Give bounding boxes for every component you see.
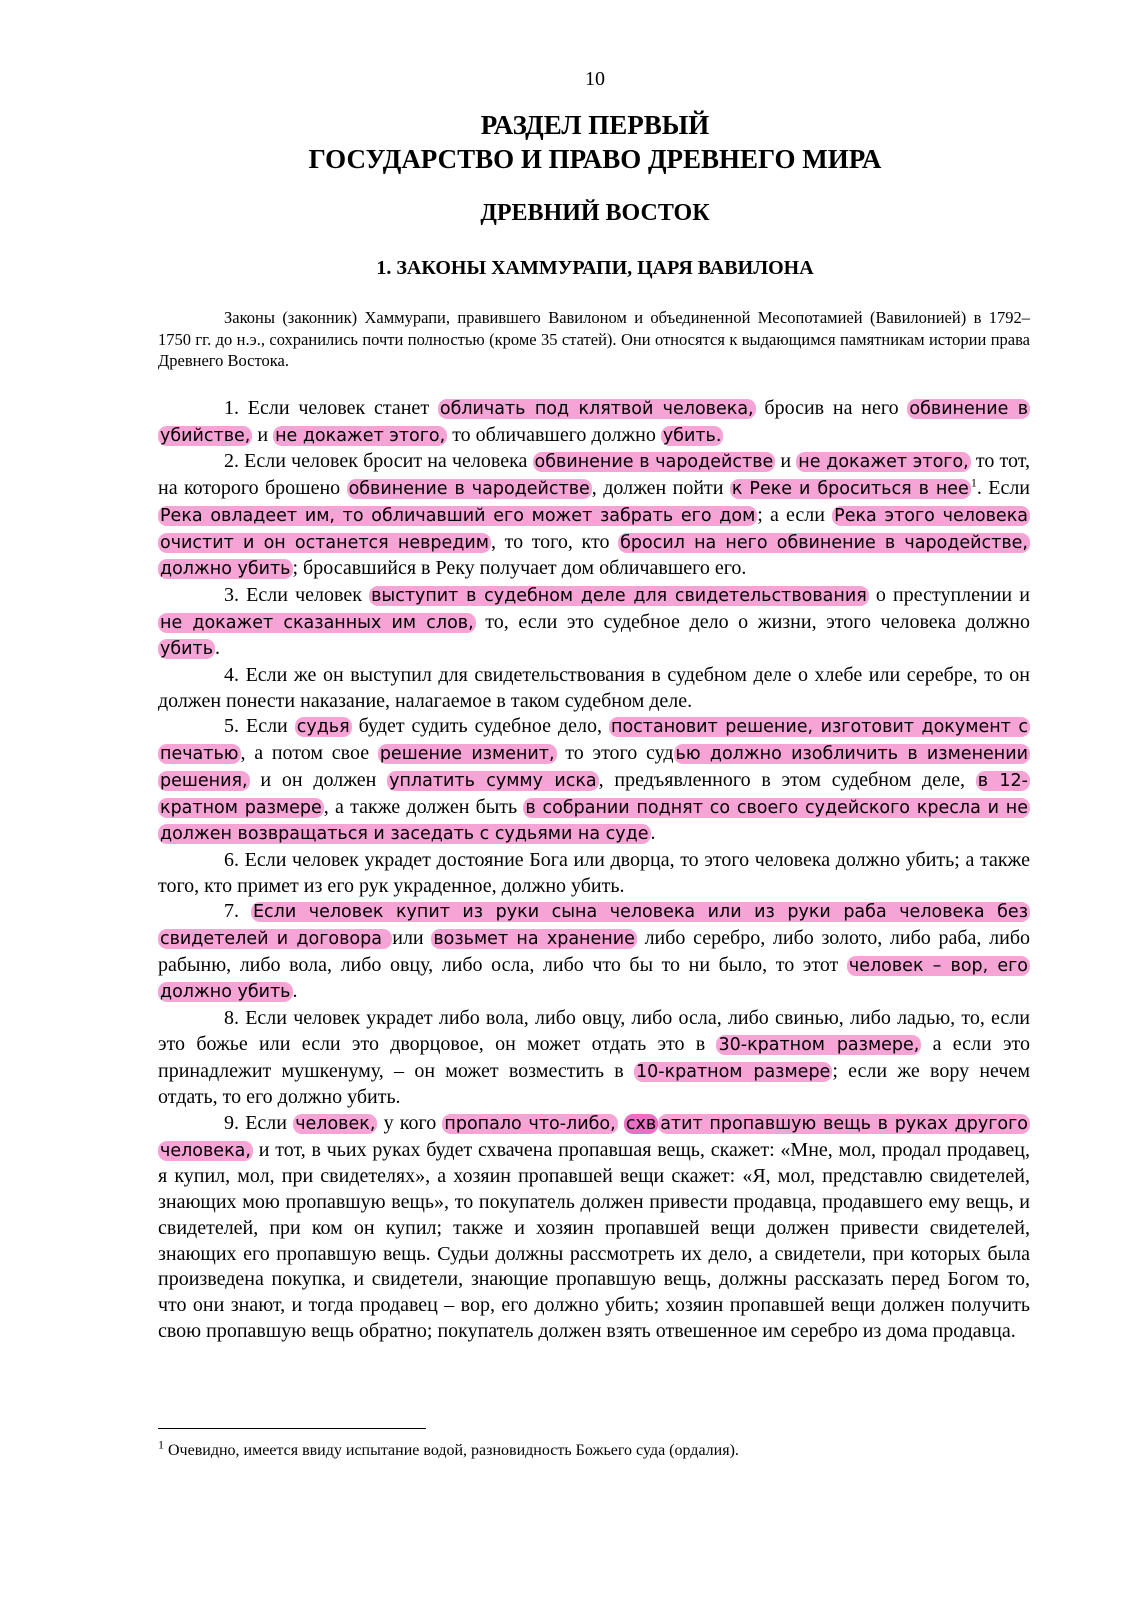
highlighted-text: 10-кратном размере (635, 1061, 831, 1082)
article-text: 4. Если же он выступил для свидетельствования в судебном деле о хлебе или серебре, то он должен понести наказание, налагаемое в таком судебном деле. (158, 664, 1030, 712)
highlighted-text: схв (625, 1113, 657, 1134)
article-text: и тот, в чьих руках будет схвачена пропавшая вещь, скажет: «Мне, мол, продал продавец, я купил, мол, при свидетелях», а хозяин пропавшей вещи скажет: «Я, мол, представлю свидетелей, знающих мою пропавшую вещь», то покупатель должен привести продавца, продавшего ему вещь, и свидетелей, при ком он купил; также и хозяин пропавшей вещи должен привести свидетелей, знающих его пропавшую вещь. Судьи должны рассмотреть их дело, а свидетели, при которых была произведена покупка, и свидетели, знающие пропавшую вещь, должны рассказать перед Богом то, что они знают, и тогда продавец – вор, его должно убить; хозяин пропавшей вещи должен получить свою пропавшую вещь обратно; покупатель должен взять отвешенное им серебро из дома продавца. (158, 1138, 1030, 1342)
footnote-ref: 1 (970, 475, 977, 490)
highlighted-text: уплатить сумму иска (389, 770, 597, 791)
article-4 (158, 663, 1030, 714)
highlighted-text: судья (296, 717, 350, 738)
article-text: 8. Если человек украдет либо вола, либо овцу, либо осла, либо свинью, либо ладью, то, если это божье или если это дворцовое, он может отдать это в (158, 1007, 1030, 1055)
article-text: 1. Если человек станет (224, 397, 438, 419)
highlighted-text: возьмет на хранение (433, 929, 635, 950)
article-text: будет судить судебное дело, (351, 715, 610, 738)
article-text: . (215, 637, 221, 660)
article-text: и (775, 450, 797, 473)
articles-body (158, 396, 1030, 1344)
article-text: , а потом свое (240, 742, 378, 765)
article-2 (158, 449, 1030, 583)
article-text: либо серебро, либо золото, либо раба, либо рабыню, либо вола, либо овцу, либо осла, либо что бы то ни было, то этот (158, 927, 1030, 976)
footnote-mark: 1 (158, 1437, 164, 1452)
highlighted-text: ью должно изобличить в изменении решения, (160, 744, 1028, 791)
highlighted-text: бросил на него обвинение в чародействе, должно убить (160, 532, 1028, 580)
article-text: 5. Если (224, 715, 295, 738)
article-text: а если это принадлежит мушкенуму, – он может возместить в (158, 1032, 1031, 1082)
article-1 (158, 396, 1030, 449)
highlighted-text: не докажет сказанных им слов, (160, 612, 474, 633)
highlighted-text: не докажет этого, (275, 425, 446, 446)
highlighted-text: к Реке и броситься в нее (731, 479, 969, 500)
highlighted-text: обвинение в чародействе (348, 479, 590, 500)
article-text: 6. Если человек украдет достояние Бога или дворца, то этого человека должно убить; а также того, кто примет из его рук украденное, должно убить. (158, 848, 1030, 897)
highlighted-text: в 12-кратном размере (160, 770, 1028, 818)
article-text: то обличавшего должно (447, 423, 661, 446)
article-text: то тот, на которого брошено (158, 450, 1030, 500)
highlighted-text: постановит решение, изготовит документ с печатью (160, 717, 1029, 765)
article-5 (158, 714, 1030, 848)
article-text: о преступлении и (868, 583, 1030, 606)
highlighted-text: Если человек купит из руки сына человека или из руки раба человека без свидетелей и договора (160, 902, 1028, 950)
article-text: или (392, 927, 432, 950)
article-text (618, 1112, 624, 1134)
highlighted-text: Река овладеет им, то обличавший его может забрать его дом (160, 505, 756, 526)
highlighted-text: обвинение в убийстве, (160, 399, 1029, 446)
page-number: 10 (585, 68, 605, 90)
article-8 (158, 1006, 1030, 1111)
highlighted-text: убить. (662, 425, 722, 446)
highlighted-text: человек, (295, 1113, 376, 1134)
footnote (158, 1437, 1030, 1461)
article-text: . (650, 822, 656, 845)
highlighted-text: обличать под клятвой человека, (439, 399, 754, 419)
highlighted-text: решение изменит, (379, 744, 555, 765)
article-text: ; а если (757, 503, 833, 526)
highlighted-text: обвинение в чародействе (534, 452, 774, 473)
article-text: и он должен (249, 768, 388, 791)
article-text: , а также должен быть (323, 795, 524, 818)
intro-paragraph (158, 307, 1030, 372)
article-text: ; бросавшийся в Реку получает дом обличавшего его. (292, 557, 747, 580)
part-title-line-1: РАЗДЕЛ ПЕРВЫЙ (480, 110, 710, 140)
article-text: , то того, кто (490, 530, 619, 553)
highlighted-text: человек – вор, его должно убить (160, 955, 1028, 1003)
article-text: , должен пойти (591, 477, 730, 500)
highlighted-text: атит пропавшую вещь в руках другого человека, (160, 1113, 1029, 1161)
article-3 (158, 583, 1030, 663)
article-text: ; если же вору нечем отдать, то его должно убить. (158, 1059, 1031, 1109)
article-6 (158, 848, 1030, 899)
subsection-title: ДРЕВНИЙ ВОСТОК (480, 200, 710, 226)
article-text: 7. (224, 900, 251, 923)
article-text: , предъявленного в этом судебном деле, (598, 768, 976, 791)
highlighted-text: выступит в судебном деле для свидетельствования (371, 585, 867, 606)
article-9 (158, 1111, 1030, 1344)
highlighted-text: 30-кратном размере, (718, 1034, 920, 1055)
footnote-divider (158, 1428, 426, 1429)
article-text: у кого (377, 1111, 443, 1134)
section-title: 1. ЗАКОНЫ ХАММУРАПИ, ЦАРЯ ВАВИЛОНА (376, 257, 814, 279)
highlighted-text: убить (160, 639, 214, 660)
article-text: бросив на него (755, 397, 908, 419)
highlighted-text: Река этого человека очистит и он останется невредим (160, 505, 1028, 553)
part-title-line-2: ГОСУДАРСТВО И ПРАВО ДРЕВНЕГО МИРА (308, 144, 882, 174)
article-text: и (252, 423, 274, 446)
highlighted-text: пропало что-либо, (444, 1113, 616, 1134)
highlighted-text: не докажет этого, (798, 452, 969, 473)
highlighted-text: в собрании поднят со своего судейского кресла и не должен возвращаться и заседать с судьями на суде (160, 797, 1028, 845)
article-7 (158, 899, 1030, 1006)
article-text: то этого суд (556, 742, 674, 765)
article-text: . Если (976, 477, 1031, 500)
article-text: 2. Если человек бросит на человека (224, 450, 533, 473)
article-text: . (292, 980, 298, 1003)
article-text: то, если это судебное дело о жизни, этого человека должно (475, 610, 1030, 633)
intro-text: Законы (законник) Хаммурапи, правившего Вавилоном и объединенной Месопотамией (Вавилонией) в 1792–1750 гг. до н.э., сохранились почти полностью (кроме 35 статей). Они относятся к выдающимся памятникам истории права Древнего Востока. (158, 308, 1030, 370)
article-text: 3. Если человек (224, 583, 370, 606)
article-text: 9. Если (224, 1111, 294, 1134)
footnote-text: Очевидно, имеется ввиду испытание водой, разновидность Божьего суда (ордалия). (168, 1442, 739, 1459)
part-title (0, 108, 1132, 176)
